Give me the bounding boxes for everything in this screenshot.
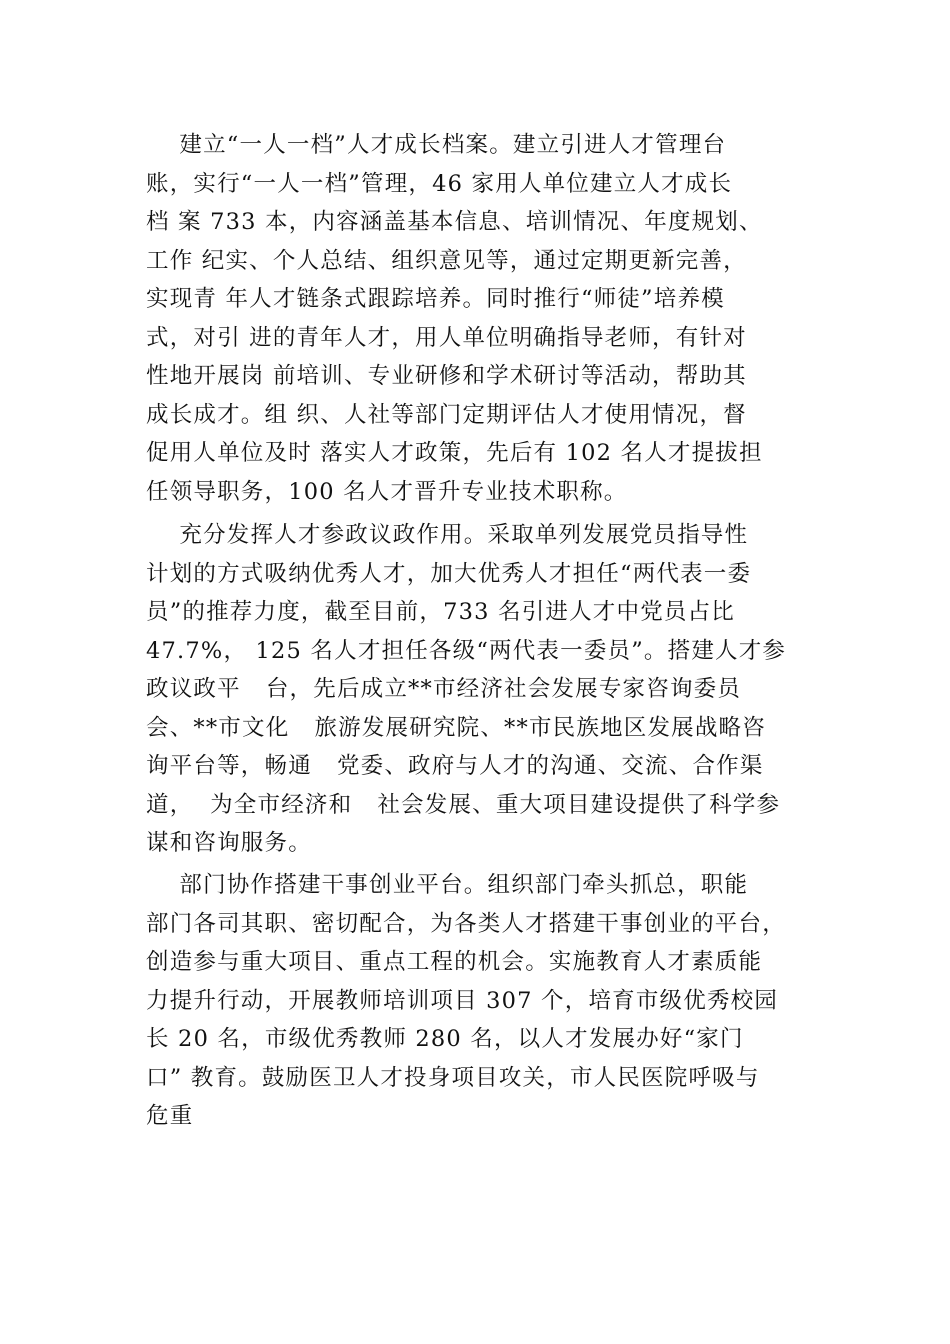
text-line: 长 20 名，市级优秀教师 280 名，以人才发展办好“家门: [146, 1026, 744, 1052]
text-line: 实现青 年人才链条式跟踪培养。同时推行“师徒”培养模: [146, 286, 725, 312]
text-line: 建立“一人一档”人才成长档案。建立引进人才管理台: [146, 132, 727, 158]
text-line: 计划的方式吸纳优秀人才，加大优秀人才担任“两代表一委: [146, 560, 752, 587]
text-line: 道， 为全市经济和 社会发展、重大项目建设提供了科学参: [146, 791, 781, 818]
paragraph-department-cooperation: [146, 866, 826, 1136]
text-line: 47.7%， 125 名人才担任各级“两代表一委员”。搭建人才参: [146, 637, 787, 664]
text-line: 成长成才。组 织、人社等部门定期评估人才使用情况，督: [146, 401, 747, 428]
text-line: 部门各司其职、密切配合，为各类人才搭建干事创业的平台，: [146, 910, 786, 937]
text-line: 谋和咨询服务。: [146, 830, 312, 856]
text-line: 工作 纪实、个人总结、组织意见等，通过定期更新完善，: [146, 247, 747, 274]
text-line: 创造参与重大项目、重点工程的机会。实施教育人才素质能: [146, 949, 763, 975]
text-line: 性地开展岗 前培训、专业研修和学术研讨等活动，帮助其: [146, 363, 747, 389]
text-line: 账，实行“一人一档”管理，46 家用人单位建立人才成长: [146, 170, 733, 197]
text-line: 档 案 733 本，内容涵盖基本信息、培训情况、年度规划、: [146, 209, 763, 235]
text-line: 力提升行动，开展教师培训项目 307 个，培育市级优秀校园: [146, 987, 779, 1014]
text-line: 危重: [146, 1103, 194, 1129]
text-line: 口” 教育。鼓励医卫人才投身项目攻关，市人民医院呼吸与: [146, 1064, 760, 1091]
text-line: 部门协作搭建干事创业平台。组织部门牵头抓总，职能: [146, 872, 749, 898]
paragraph-talent-archive: [146, 126, 826, 511]
text-line: 员”的推荐力度，截至目前，733 名引进人才中党员占比: [146, 599, 736, 625]
text-line: 询平台等，畅通 党委、政府与人才的沟通、交流、合作渠: [146, 753, 764, 779]
paragraph-political-participation: [146, 516, 826, 863]
text-line: 促用人单位及时 落实人才政策，先后有 102 名人才提拔担: [146, 440, 763, 466]
text-line: 会、**市文化 旅游发展研究院、**市民族地区发展战略咨: [146, 714, 766, 741]
text-line: 任领导职务，100 名人才晋升专业技术职称。: [146, 478, 628, 505]
text-line: 式，对引 进的青年人才，用人单位明确指导老师，有针对: [146, 324, 747, 351]
text-line: 政议政平 台，先后成立**市经济社会发展专家咨询委员: [146, 676, 742, 702]
text-line: 充分发挥人才参政议政作用。采取单列发展党员指导性: [146, 522, 749, 548]
